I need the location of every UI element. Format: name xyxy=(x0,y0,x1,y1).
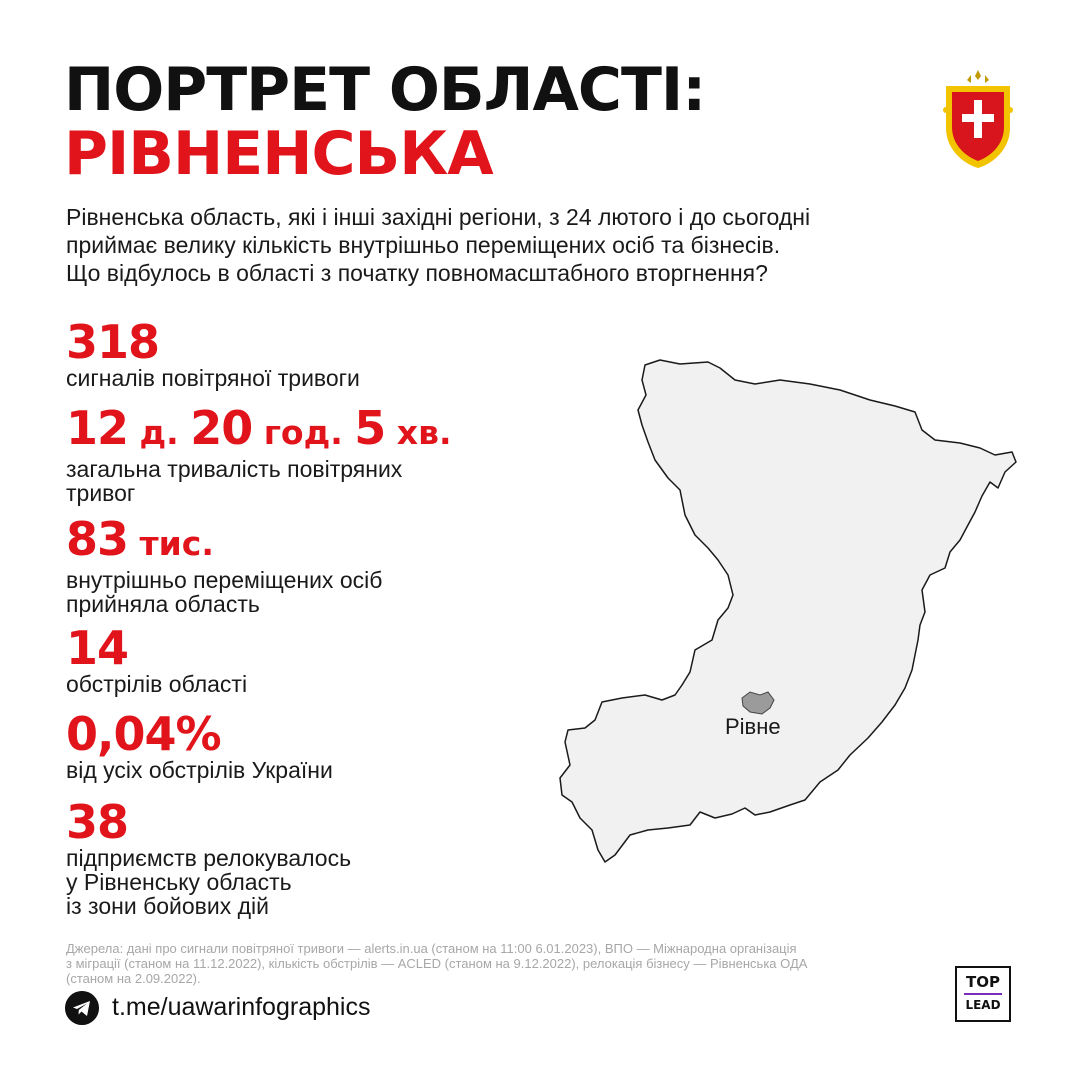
stat-description-line: підприємств релокувалось xyxy=(66,845,352,871)
toplead-logo xyxy=(955,966,1011,1022)
stat-value: 38 xyxy=(66,795,129,849)
stat-description-line: від усіх обстрілів України xyxy=(66,757,333,783)
stat-value-unit: тис. xyxy=(128,524,214,563)
logo-bottom-text: LEAD xyxy=(965,998,1001,1012)
intro-line: Рівненська область, які і інші західні регіони, з 24 лютого і до сьогодні xyxy=(66,204,811,230)
stat-value-part: 5 xyxy=(354,401,386,455)
stat-description-line: із зони бойових дій xyxy=(66,893,270,919)
stat-value-unit: д. xyxy=(128,413,191,452)
title-region-name: РІВНЕНСЬКА xyxy=(64,119,493,189)
stat-description-line: сигналів повітряної тривоги xyxy=(66,365,360,391)
stat-description-line: у Рівненську область xyxy=(66,869,292,895)
logo-divider xyxy=(964,993,1002,995)
stat-value-part: 20 xyxy=(190,401,253,455)
stat-value-unit: год. xyxy=(252,413,355,452)
page-title xyxy=(64,55,706,189)
stat-description-line: внутрішньо переміщених осіб xyxy=(66,567,383,593)
intro-line: Що відбулось в області з початку повномасштабного вторгнення? xyxy=(66,260,768,286)
stat-idps xyxy=(66,512,383,617)
stat-value xyxy=(66,401,452,457)
stat-description xyxy=(66,672,247,696)
intro-text xyxy=(66,203,946,287)
stat-shelling-share xyxy=(66,707,333,783)
stat-relocated-businesses xyxy=(66,795,352,919)
region-outline xyxy=(560,360,1016,862)
coat-of-arms-icon xyxy=(938,66,1018,170)
title-line-1: ПОРТРЕТ ОБЛАСТІ: xyxy=(64,55,706,125)
stat-description-line: тривог xyxy=(66,480,136,506)
stat-value xyxy=(66,512,382,568)
stat-description-line: обстрілів області xyxy=(66,671,248,697)
stat-value: 318 xyxy=(66,315,160,369)
sources-line: (станом на 2.09.2022). xyxy=(66,971,201,986)
telegram-channel-link[interactable]: t.me/uawarinfographics xyxy=(112,993,371,1021)
stat-value-unit: хв. xyxy=(385,413,452,452)
stat-description xyxy=(66,846,351,918)
stat-air-alerts xyxy=(66,315,360,391)
stat-description xyxy=(66,758,333,782)
sources-line: з міграції (станом на 11.12.2022), кількість обстрілів — ACLED (станом на 9.12.2022), релокація бізнесу — Рівненська ОДА xyxy=(66,956,808,971)
intro-line: приймає велику кількість внутрішньо переміщених осіб та бізнесів. xyxy=(66,232,781,258)
stat-shellings xyxy=(66,621,248,697)
stat-alert-duration xyxy=(66,401,452,506)
region-map xyxy=(550,350,1030,880)
stat-description xyxy=(66,366,360,390)
stat-value: 14 xyxy=(66,621,129,675)
stat-description-line: загальна тривалість повітряних xyxy=(66,456,403,482)
sources-note xyxy=(66,941,946,986)
sources-line: Джерела: дані про сигнали повітряної тривоги — alerts.in.ua (станом на 11:00 6.01.2023), ВПО — Міжнародна організація xyxy=(66,941,797,956)
stat-description xyxy=(66,457,452,505)
stat-value-part: 83 xyxy=(66,512,129,566)
logo-top-text: TOP xyxy=(966,973,1000,991)
telegram-icon[interactable] xyxy=(65,991,99,1025)
stat-description xyxy=(66,568,382,616)
stat-value-part: 12 xyxy=(66,401,129,455)
city-label-rivne: Рівне xyxy=(725,714,781,739)
stat-value: 0,04% xyxy=(66,707,221,761)
stat-description-line: прийняла область xyxy=(66,591,260,617)
